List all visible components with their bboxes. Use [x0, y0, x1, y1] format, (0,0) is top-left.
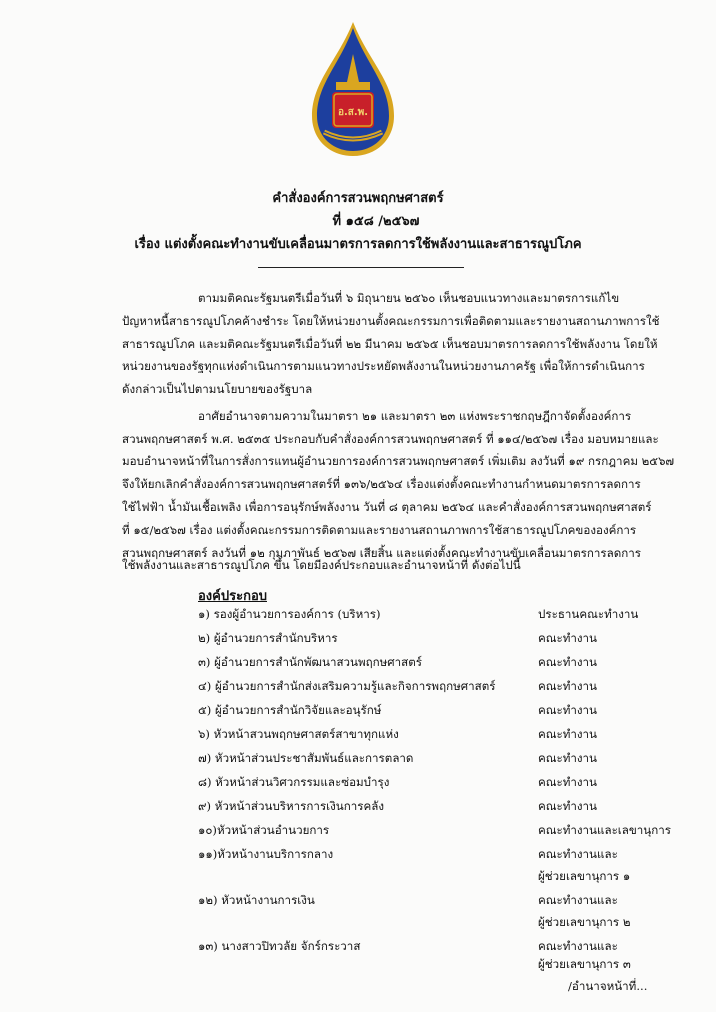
member-name: ๘) หัวหน้าส่วนวิศวกรรมและซ่อมบำรุง — [198, 775, 390, 789]
body-line: อาศัยอำนาจตามความในมาตรา ๒๑ และมาตรา ๒๓ แห่งพระราชกฤษฎีกาจัดตั้งองค์การ — [198, 409, 632, 423]
member-role: คณะทำงานและเลขานุการ — [538, 823, 671, 837]
member-role: คณะทำงาน — [538, 679, 597, 693]
composition-heading: องค์ประกอบ — [198, 589, 267, 604]
member-name: ๑) รองผู้อำนวยการองค์การ (บริหาร) — [198, 607, 381, 621]
member-name: ๓) ผู้อำนวยการสำนักพัฒนาสวนพฤกษศาสตร์ — [198, 655, 423, 669]
body-line: ที่ ๑๕/๒๕๖๗ เรื่อง แต่งตั้งคณะกรรมการติดตามและรายงานสถานภาพการใช้สาธารณูปโภคขององค์การ — [122, 523, 637, 537]
member-row — [198, 630, 658, 654]
member-row — [198, 678, 658, 702]
member-name: ๒) ผู้อำนวยการสำนักบริหาร — [198, 631, 338, 645]
member-row — [198, 920, 658, 960]
member-role: คณะทำงาน — [538, 655, 597, 669]
body-line: จึงให้ยกเลิกคำสั่งองค์การสวนพฤกษศาสตร์ที่ ๑๓๖/๒๕๖๔ เรื่องแต่งตั้งคณะทำงานกำหนดมาตรการลดการ — [122, 477, 641, 491]
member-row — [198, 726, 658, 750]
continued-marker: /อำนาจหน้าที่... — [568, 979, 648, 993]
member-row — [198, 750, 658, 774]
member-row — [198, 774, 658, 798]
member-role: คณะทำงาน — [538, 631, 597, 645]
member-role-continued: ผู้ช่วยเลขานุการ ๓ — [538, 957, 631, 971]
body-line: ใช้ไฟฟ้า น้ำมันเชื้อเพลิง เพื่อการอนุรักษ์พลังงาน วันที่ ๘ ตุลาคม ๒๕๖๔ และคำสั่งองค์การสวนพฤกษศาสตร์ — [122, 500, 652, 514]
member-role-continued: ผู้ช่วยเลขานุการ ๒ — [538, 915, 631, 929]
body-line: สาธารณูปโภค และมติคณะรัฐมนตรีเมื่อวันที่ ๒๒ มีนาคม ๒๕๖๕ เห็นชอบมาตรการลดการใช้พลังงาน โดยให้ — [122, 337, 658, 351]
body-line: หน่วยงานของรัฐทุกแห่งดำเนินการตามแนวทางประหยัดพลังงานในหน่วยงานภาครัฐ เพื่อให้การดำเนินการ — [122, 359, 645, 373]
member-role: คณะทำงาน — [538, 799, 597, 813]
title-divider — [258, 267, 464, 268]
member-row — [198, 606, 658, 630]
member-name: ๑๑)หัวหน้างานบริการกลาง — [198, 847, 334, 861]
organization-logo — [310, 20, 396, 158]
member-role: คณะทำงาน — [538, 775, 597, 789]
member-role: คณะทำงานและ — [538, 939, 618, 953]
order-number: ที่ ๑๕๘ /๒๕๖๗ — [332, 214, 420, 229]
member-name: ๑๒) หัวหน้างานการเงิน — [198, 893, 315, 907]
member-name: ๖) หัวหน้าสวนพฤกษศาสตร์สาขาทุกแห่ง — [198, 727, 399, 741]
member-role: คณะทำงาน — [538, 703, 597, 717]
member-name: ๙) หัวหน้าส่วนบริหารการเงินการคลัง — [198, 799, 384, 813]
member-row — [198, 702, 658, 726]
order-subject: เรื่อง แต่งตั้งคณะทำงานขับเคลื่อนมาตรการลดการใช้พลังงานและสาธารณูปโภค — [134, 237, 582, 252]
body-last-line: ใช้พลังงานและสาธารณูปโภค ขึ้น โดยมีองค์ประกอบและอำนาจหน้าที่ ดังต่อไปนี้ — [122, 558, 521, 572]
body-line: มอบอำนาจหน้าที่ในการสั่งการแทนผู้อำนวยการองค์การสวนพฤกษศาสตร์ เพิ่มเติม ลงวันที่ ๑๙ กรกฎาคม ๒๕๖๗ — [122, 454, 675, 468]
member-row — [198, 822, 671, 846]
body-line: สวนพฤกษศาสตร์ พ.ศ. ๒๕๓๕ ประกอบกับคำสั่งองค์การสวนพฤกษศาสตร์ ที่ ๑๑๔/๒๕๖๗ เรื่อง มอบหมายและ — [122, 432, 659, 446]
member-row-continued — [198, 957, 658, 980]
member-role: คณะทำงาน — [538, 727, 597, 741]
member-row — [198, 798, 658, 822]
body-line: ดังกล่าวเป็นไปตามนโยบายของรัฐบาล — [122, 382, 313, 396]
member-name: ๗) หัวหน้าส่วนประชาสัมพันธ์และการตลาด — [198, 751, 414, 765]
member-row — [198, 846, 658, 892]
member-name: ๑๐)หัวหน้าส่วนอำนวยการ — [198, 823, 330, 837]
logo-pavilion — [336, 82, 370, 90]
member-role-continued: ผู้ช่วยเลขานุการ ๑ — [538, 869, 631, 883]
body-line: สวนพฤกษศาสตร์ ลงวันที่ ๑๒ กุมภาพันธ์ ๒๕๖๗ เสียสิ้น และแต่งตั้งคณะทำงานขับเคลื่อนมาตรการลดการ — [122, 546, 641, 560]
body-line: ปัญหาหนี้สาธารณูปโภคค้างชำระ โดยให้หน่วยงานตั้งคณะกรรมการเพื่อติดตามและรายงานสถานภาพการใช้ — [122, 314, 660, 328]
member-role: คณะทำงาน — [538, 751, 597, 765]
member-name: ๑๓) นางสาวปิทวลัย จักร์กระวาส — [198, 939, 361, 953]
member-role: ประธานคณะทำงาน — [538, 607, 639, 621]
member-role: คณะทำงานและ — [538, 893, 618, 907]
member-name: ๔) ผู้อำนวยการสำนักส่งเสริมความรู้และกิจการพฤกษศาสตร์ — [198, 679, 496, 693]
logo-emblem-text: อ.ส.พ. — [337, 107, 369, 118]
member-role: คณะทำงานและ — [538, 847, 618, 861]
body-line: ตามมติคณะรัฐมนตรีเมื่อวันที่ ๖ มิถุนายน ๒๕๖๐ เห็นชอบแนวทางและมาตรการแก้ไข — [198, 291, 620, 305]
member-row — [198, 654, 658, 678]
order-title: คำสั่งองค์การสวนพฤกษศาสตร์ — [272, 191, 444, 206]
member-name: ๕) ผู้อำนวยการสำนักวิจัยและอนุรักษ์ — [198, 703, 382, 717]
